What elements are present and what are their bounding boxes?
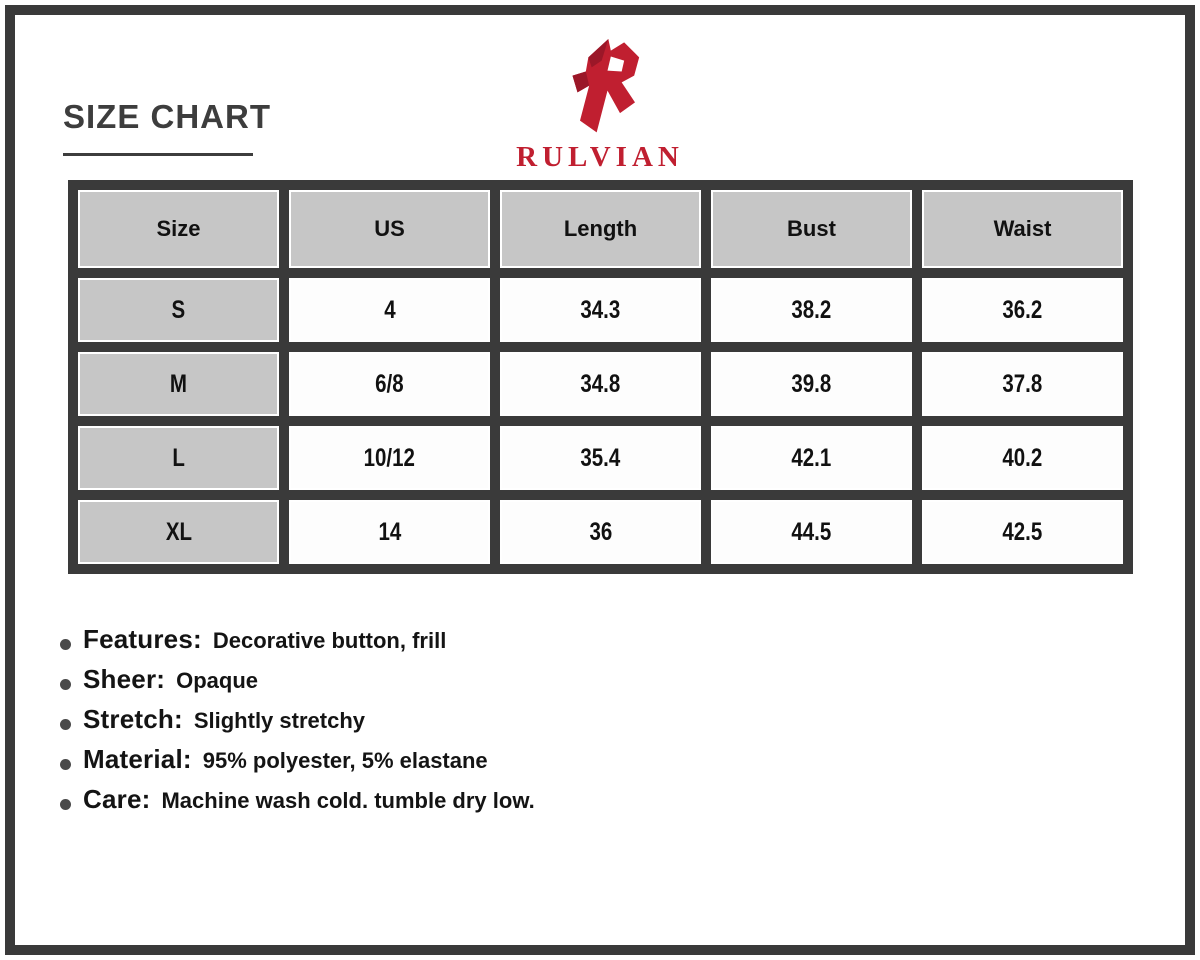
table-row-m	[78, 352, 1123, 416]
product-details-list	[60, 624, 535, 824]
value-cell: 6/8	[289, 352, 490, 416]
size-table-wrap	[68, 180, 1133, 574]
value-cell: 39.8	[711, 352, 912, 416]
bullet-icon	[60, 799, 71, 810]
size-cell: S	[78, 278, 279, 342]
header-cell-us: US	[289, 190, 490, 268]
value-cell: 34.8	[500, 352, 701, 416]
detail-label: Features:	[83, 624, 202, 654]
detail-value: 95% polyester, 5% elastane	[202, 748, 488, 773]
detail-stretch	[60, 704, 535, 744]
page-title: SIZE CHART	[63, 98, 271, 135]
value-cell: 44.5	[711, 500, 912, 564]
detail-label: Sheer:	[83, 664, 166, 694]
detail-material	[60, 744, 535, 784]
detail-label: Stretch:	[83, 704, 183, 734]
bullet-icon	[60, 639, 71, 650]
detail-value: Opaque	[176, 668, 259, 693]
detail-value: Machine wash cold. tumble dry low.	[161, 788, 535, 813]
bullet-icon	[60, 679, 71, 690]
value-cell: 14	[289, 500, 490, 564]
value-cell: 40.2	[922, 426, 1123, 490]
value-cell: 35.4	[500, 426, 701, 490]
value-cell: 34.3	[500, 278, 701, 342]
header-cell-bust: Bust	[711, 190, 912, 268]
size-table	[68, 180, 1133, 574]
size-cell: M	[78, 352, 279, 416]
detail-label: Material:	[83, 744, 192, 774]
size-cell: XL	[78, 500, 279, 564]
value-cell: 36.2	[922, 278, 1123, 342]
size-cell: L	[78, 426, 279, 490]
table-row-xl	[78, 500, 1123, 564]
brand-logo-block	[0, 34, 1200, 174]
detail-features	[60, 624, 535, 664]
brand-wordmark: RULVIAN	[516, 141, 684, 173]
table-row-s	[78, 278, 1123, 342]
table-header-row	[78, 190, 1123, 268]
value-cell: 42.5	[922, 500, 1123, 564]
detail-value: Slightly stretchy	[193, 708, 365, 733]
detail-sheer	[60, 664, 535, 704]
bullet-icon	[60, 759, 71, 770]
rulvian-angular-r-logo-icon	[541, 34, 659, 134]
table-row-l	[78, 426, 1123, 490]
value-cell: 38.2	[711, 278, 912, 342]
value-cell: 10/12	[289, 426, 490, 490]
value-cell: 37.8	[922, 352, 1123, 416]
header-cell-waist: Waist	[922, 190, 1123, 268]
header-cell-size: Size	[78, 190, 279, 268]
header-cell-length: Length	[500, 190, 701, 268]
detail-care	[60, 784, 535, 824]
detail-value: Decorative button, frill	[212, 628, 447, 653]
bullet-icon	[60, 719, 71, 730]
value-cell: 4	[289, 278, 490, 342]
detail-label: Care:	[83, 784, 151, 814]
value-cell: 36	[500, 500, 701, 564]
value-cell: 42.1	[711, 426, 912, 490]
